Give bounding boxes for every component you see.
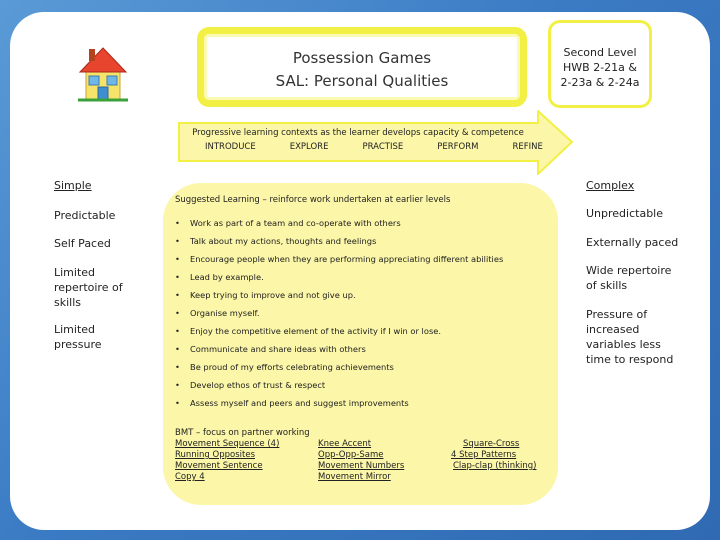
bmt-activity: Copy 4 — [175, 472, 205, 482]
complex-header: Complex — [586, 179, 635, 192]
stage-explore: EXPLORE — [289, 142, 329, 152]
bmt-activity: Clap-clap (thinking) — [453, 461, 537, 471]
bmt-activity: Running Opposites — [175, 450, 255, 460]
level-line-3: 2-23a & 2-24a — [560, 76, 640, 89]
bullet-icon: • — [175, 344, 180, 354]
list-item: • Work as part of a team and co-operate with others — [175, 218, 503, 236]
list-item: • Assess myself and peers and suggest improvements — [175, 398, 503, 416]
bullet-icon: • — [175, 362, 180, 372]
title-line-1: Possession Games — [292, 49, 432, 67]
suggested-learning-card — [163, 183, 558, 505]
bullet-icon: • — [175, 272, 180, 282]
curriculum-level-box — [548, 20, 652, 108]
bmt-activity: Movement Numbers — [318, 461, 405, 471]
bullet-icon: • — [175, 326, 180, 336]
house-icon — [78, 44, 128, 102]
progression-title: Progressive learning contexts as the learner develops capacity & competence — [192, 128, 524, 138]
simple-item: Limited repertoire of skills — [54, 266, 123, 309]
list-item: • Encourage people when they are performing appreciating different abilities — [175, 254, 503, 272]
list-item: • Develop ethos of trust & respect — [175, 380, 503, 398]
level-line-1: Second Level — [563, 46, 637, 59]
simple-item: Predictable — [54, 209, 116, 222]
bullet-icon: • — [175, 380, 180, 390]
complex-item: Pressure of increased variables less time to respond — [586, 308, 674, 366]
complex-item: Wide repertoire of skills — [586, 264, 672, 292]
simple-item: Limited pressure — [54, 323, 102, 351]
bullet-icon: • — [175, 254, 180, 264]
stage-introduce: INTRODUCE — [205, 142, 256, 152]
level-line-2: HWB 2-21a & — [563, 61, 637, 74]
list-item: • Communicate and share ideas with others — [175, 344, 503, 362]
bmt-activity: 4 Step Patterns — [451, 450, 517, 460]
bullet-icon: • — [175, 308, 180, 318]
bmt-activity: Knee Accent — [318, 439, 372, 449]
stage-perform: PERFORM — [437, 142, 479, 152]
bmt-activity: Opp-Opp-Same — [318, 450, 384, 460]
complex-item: Externally paced — [586, 236, 679, 249]
bmt-activity: Movement Sequence (4) — [175, 439, 280, 449]
stage-practise: PRACTISE — [362, 142, 404, 152]
suggested-list — [175, 218, 503, 416]
bullet-icon: • — [175, 218, 180, 228]
list-item: • Talk about my actions, thoughts and feelings — [175, 236, 503, 254]
title-box — [197, 27, 527, 107]
bullet-icon: • — [175, 236, 180, 246]
title-line-2: SAL: Personal Qualities — [275, 72, 449, 90]
list-item: • Organise myself. — [175, 308, 503, 326]
progression-stages — [205, 142, 543, 152]
list-item: • Be proud of my efforts celebrating achievements — [175, 362, 503, 380]
bullet-icon: • — [175, 290, 180, 300]
bmt-activity: Movement Mirror — [318, 472, 391, 482]
stage-refine: REFINE — [512, 142, 543, 152]
bmt-activity: Square-Cross — [463, 439, 520, 449]
bmt-activity: Movement Sentence — [175, 461, 263, 471]
bullet-icon: • — [175, 398, 180, 408]
bmt-heading: BMT – focus on partner working — [175, 428, 310, 438]
simple-header: Simple — [54, 179, 92, 192]
list-item: • Lead by example. — [175, 272, 503, 290]
simple-item: Self Paced — [54, 237, 111, 250]
complex-item: Unpredictable — [586, 207, 663, 220]
list-item: • Enjoy the competitive element of the activity if I win or lose. — [175, 326, 503, 344]
suggested-heading: Suggested Learning – reinforce work undertaken at earlier levels — [175, 195, 451, 205]
list-item: • Keep trying to improve and not give up. — [175, 290, 503, 308]
